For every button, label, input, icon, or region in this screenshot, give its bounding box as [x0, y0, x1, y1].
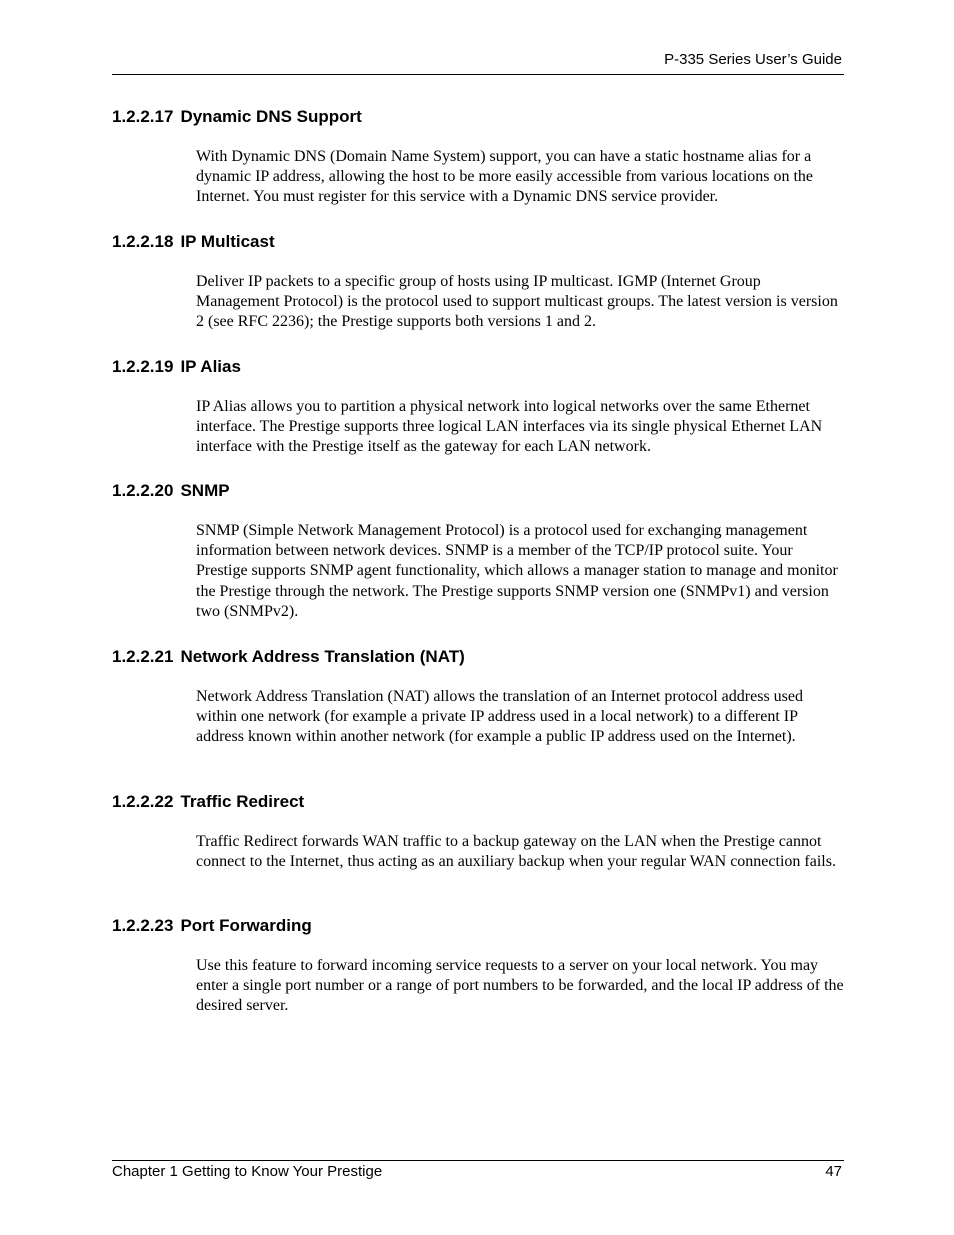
- section-heading: [112, 232, 844, 252]
- section-number: 1.2.2.17: [112, 107, 174, 126]
- page-header: [112, 50, 844, 75]
- section-heading: [112, 792, 844, 812]
- section-title: IP Multicast: [180, 232, 275, 251]
- section-port-forwarding: [112, 916, 844, 1017]
- section-title: IP Alias: [180, 357, 241, 376]
- section-number: 1.2.2.18: [112, 232, 174, 251]
- section-number: 1.2.2.20: [112, 481, 174, 500]
- section-body: IP Alias allows you to partition a physical network into logical networks over the same Ethernet interface. The Prestige supports three logical LAN interfaces via its single physical Ethernet LAN interface with the Prestige itself as the gateway for each LAN network.: [196, 398, 823, 456]
- section-body: SNMP (Simple Network Management Protocol) is a protocol used for exchanging management information between network devices. SNMP is a member of the TCP/IP protocol suite. Your Prestige supports SNMP agent functionality, which allows a manager station to manage and monitor the Prestige through the network. The Prestige supports SNMP version one (SNMPv1) and version two (SNMPv2).: [196, 522, 838, 620]
- section-body: Deliver IP packets to a specific group of hosts using IP multicast. IGMP (Internet Group Management Protocol) is the protocol used to support multicast groups. The latest version is version 2 (see RFC 2236); the Prestige supports both versions 1 and 2.: [196, 273, 838, 331]
- section-heading: [112, 357, 844, 377]
- chapter-title: Chapter 1 Getting to Know Your Prestige: [112, 1163, 383, 1180]
- section-body: Use this feature to forward incoming service requests to a server on your local network. You may enter a single port number or a range of port numbers to be forwarded, and the local IP address of the desired server.: [196, 957, 844, 1015]
- section-snmp: [112, 481, 844, 622]
- section-heading: [112, 647, 844, 667]
- section-body: Traffic Redirect forwards WAN traffic to a backup gateway on the LAN when the Prestige cannot connect to the Internet, thus acting as an auxiliary backup when your regular WAN connection fails.: [196, 833, 836, 871]
- section-number: 1.2.2.23: [112, 916, 174, 935]
- section-body: With Dynamic DNS (Domain Name System) support, you can have a static hostname alias for a dynamic IP address, allowing the host to be more easily accessible from various locations on the Internet. You must register for this service with a Dynamic DNS service provider.: [196, 148, 814, 206]
- page-footer: [112, 1160, 844, 1183]
- section-heading: [112, 107, 844, 127]
- section-heading: [112, 916, 844, 936]
- section-title: SNMP: [180, 481, 230, 500]
- section-traffic-redirect: [112, 792, 844, 872]
- section-body: Network Address Translation (NAT) allows the translation of an Internet protocol address used within one network (for example a private IP address used in a local network) to a different IP address known within another network (for example a public IP address used on the Internet).: [196, 688, 803, 746]
- section-dynamic-dns-support: [112, 107, 844, 208]
- section-title: Dynamic DNS Support: [180, 107, 362, 126]
- section-heading: [112, 481, 844, 501]
- section-number: 1.2.2.22: [112, 792, 174, 811]
- section-ip-multicast: [112, 232, 844, 333]
- section-number: 1.2.2.21: [112, 647, 174, 666]
- section-number: 1.2.2.19: [112, 357, 174, 376]
- section-title: Port Forwarding: [180, 916, 312, 935]
- section-title: Traffic Redirect: [180, 792, 305, 811]
- section-network-address-translation: [112, 647, 844, 748]
- page-number: 47: [825, 1163, 842, 1180]
- document-title: P-335 Series User’s Guide: [664, 51, 842, 68]
- section-title: Network Address Translation (NAT): [180, 647, 465, 666]
- section-ip-alias: [112, 357, 844, 458]
